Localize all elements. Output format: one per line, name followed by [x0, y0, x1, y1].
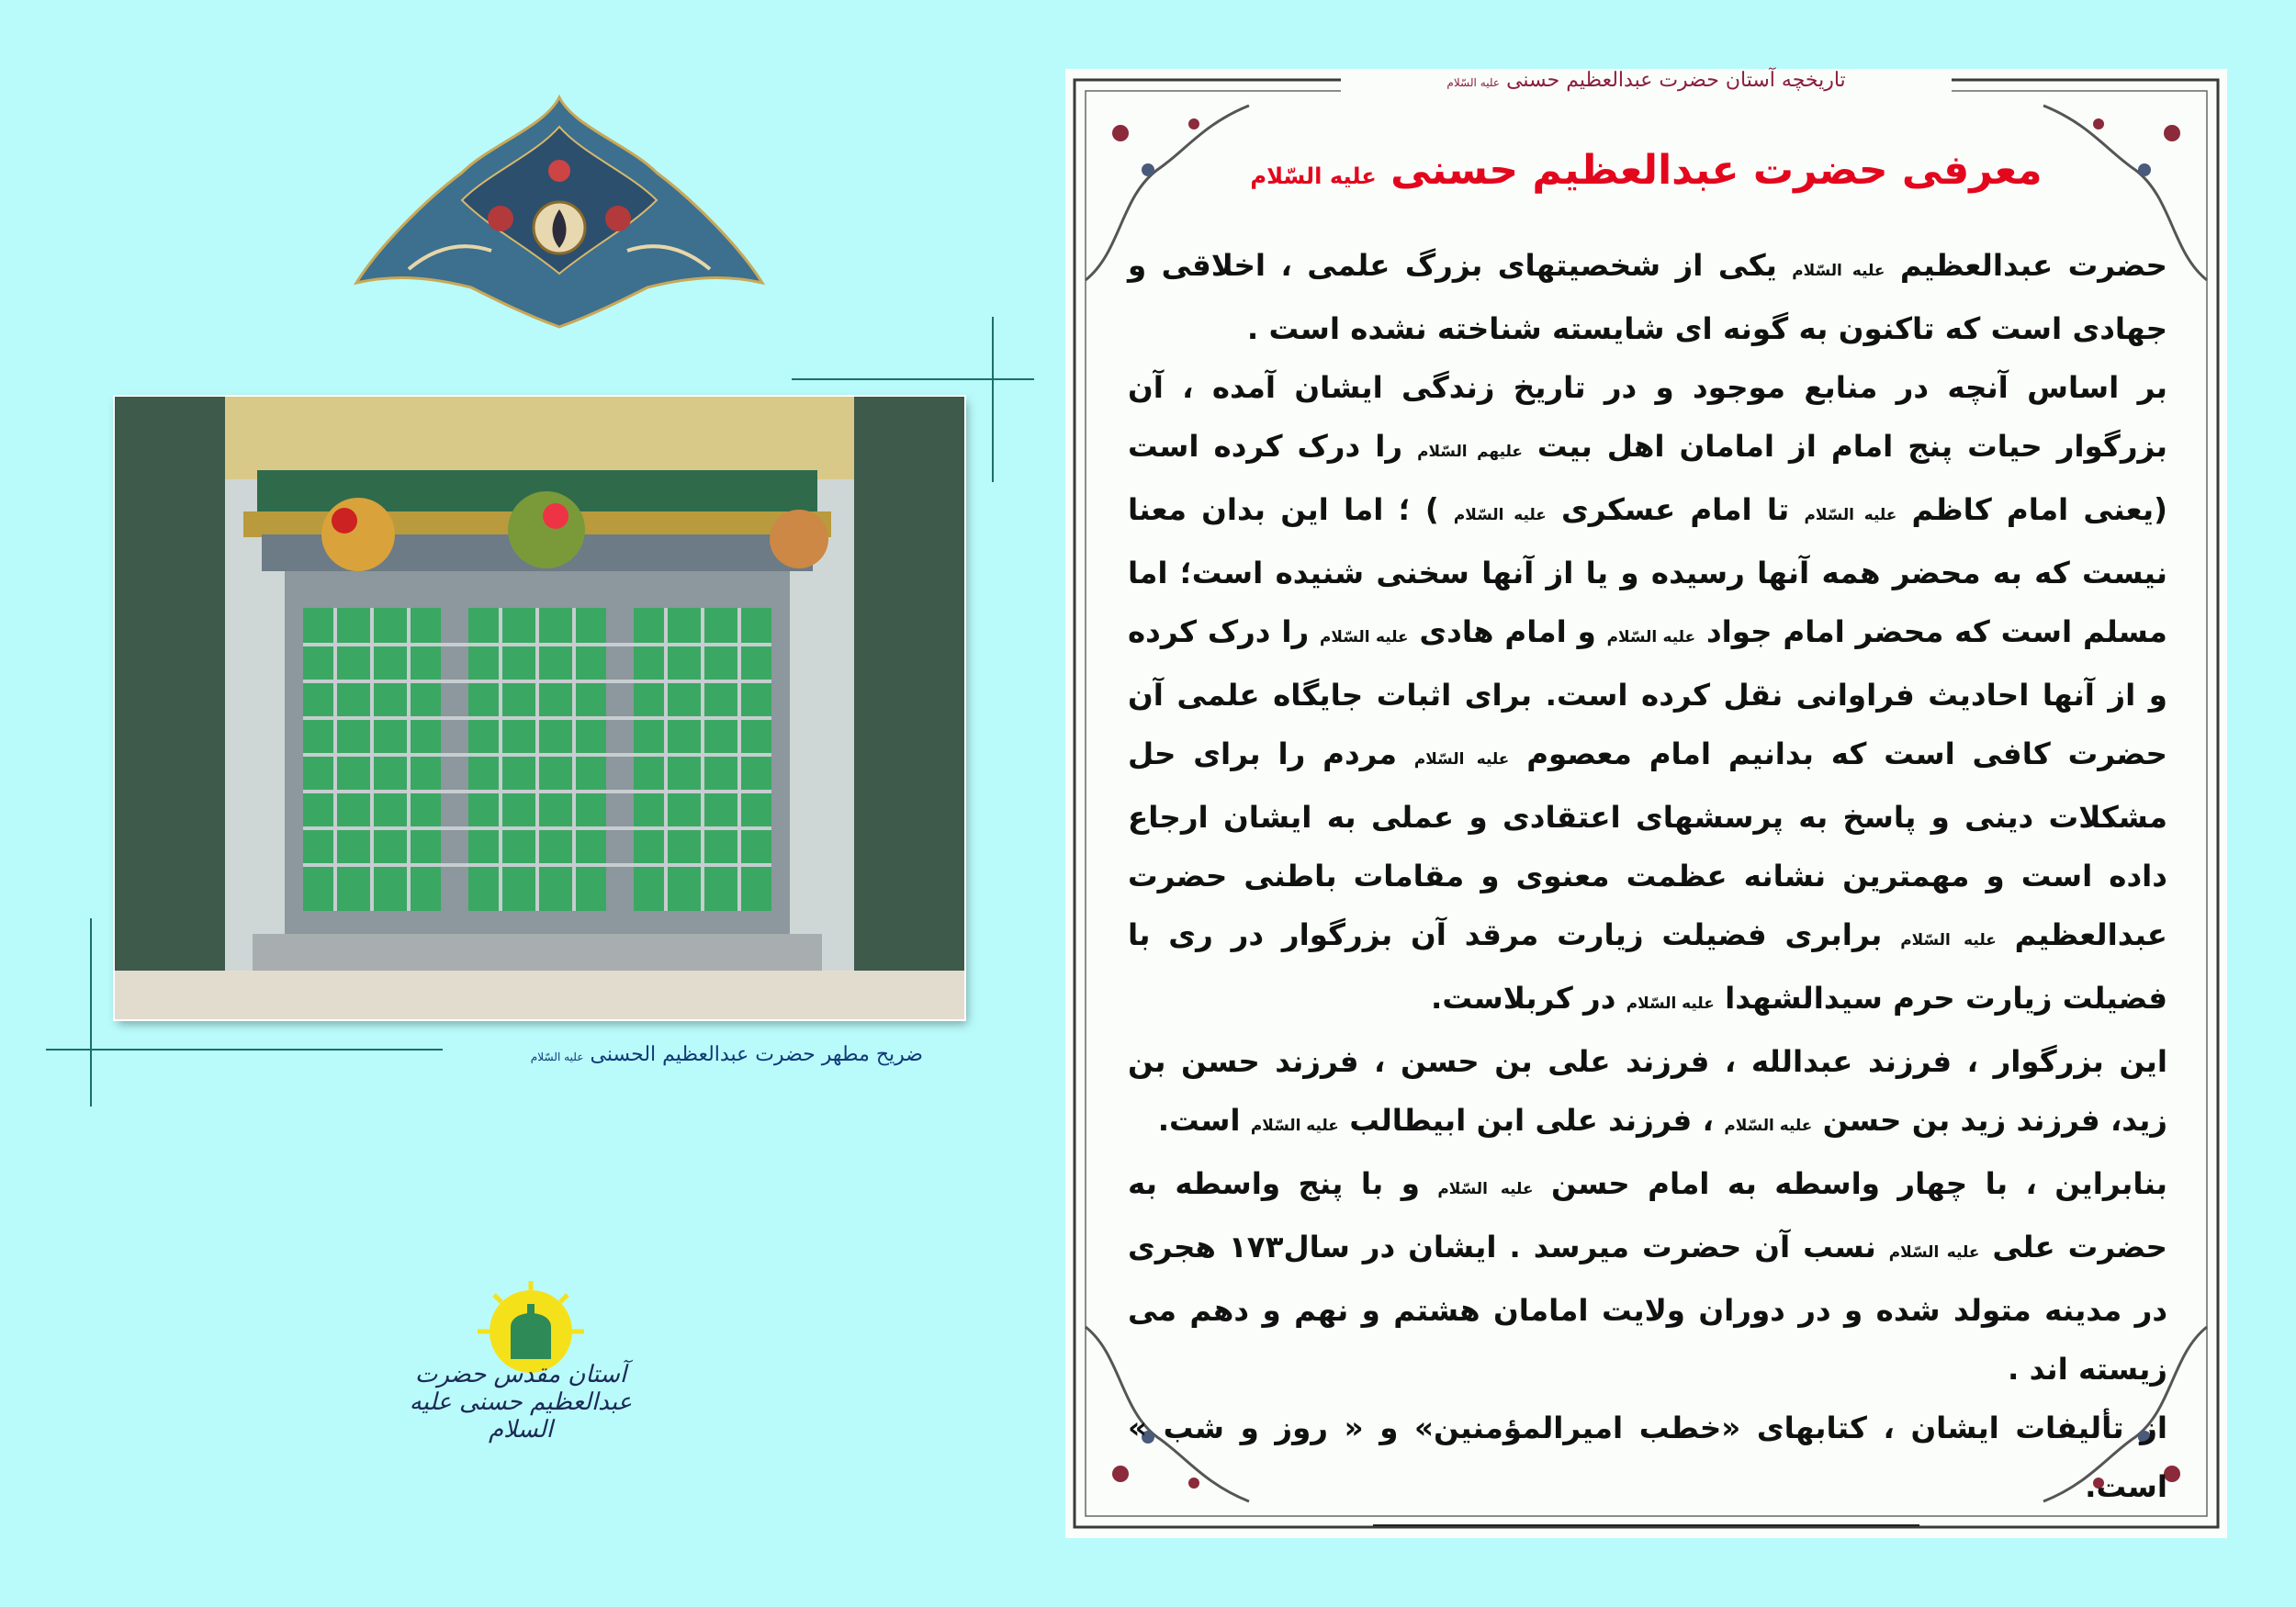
text-run: را درک کرده است (یعنی امام کاظم	[1128, 429, 2167, 527]
text-run: از تألیفات ایشان ، کتابهای «خطب امیرالمؤمنین» و « روز و شب » است.	[1128, 1410, 2167, 1504]
text-run: تا امام عسکری	[1560, 492, 1790, 527]
shrine-photo	[115, 397, 964, 1019]
article-panel	[1065, 69, 2227, 1538]
honorific: علیه السّلام	[1606, 627, 1696, 646]
running-head-text: تاریخچه آستان حضرت عبدالعظیم حسنی	[1506, 69, 1846, 92]
text-run: در کربلاست.	[1431, 981, 1616, 1016]
title-honorific: علیه السّلام	[1250, 163, 1377, 189]
honorific: علیه السّلام	[1792, 261, 1885, 279]
paragraph-works	[1128, 1399, 2167, 1516]
text-run: ) ؛ اما این بدان معنا نیست که به محضر همه آنها رسیده و یا از آنها سخنی شنیده است؛ اما مسلم است که محضر امام جواد	[1128, 492, 2167, 649]
honorific: علیه السّلام	[1724, 1116, 1813, 1134]
title-text: معرفی حضرت عبدالعظیم حسنی	[1390, 147, 2043, 194]
caption-text: ضریح مطهر حضرت عبدالعظیم الحسنی	[590, 1043, 923, 1066]
text-run: را درک کرده و از آنها احادیث فراوانی نقل کرده است. برای اثبات جایگاه علمی آن حضرت کافی است که بدانیم امام معصوم	[1128, 614, 2167, 771]
text-run: و امام هادی	[1419, 614, 1596, 649]
paragraph-history	[1128, 358, 2167, 1032]
arabesque-ornament	[354, 90, 765, 331]
decorative-rule	[90, 918, 92, 1107]
text-run: این بزرگوار ، فرزند عبدالله ، فرزند علی بن حسن ، فرزند حسن بن زید، فرزند زید بن حسن	[1128, 1044, 2167, 1138]
honorific: علیه السّلام	[1888, 1242, 1980, 1261]
article-body	[1128, 236, 2167, 1516]
honorific: علیه السّلام	[1804, 505, 1897, 523]
running-head-honorific: علیه السّلام	[1446, 76, 1501, 89]
text-run: بر اساس آنچه در منابع موجود و در تاریخ زندگی ایشان آمده ، آن بزرگوار حیات پنج امام از امامان اهل بیت	[1128, 370, 2167, 464]
text-run: حضرت عبدالعظیم	[1899, 248, 2167, 283]
decorative-rule	[46, 1049, 443, 1051]
text-run: و با پنج واسطه به حضرت علی	[1128, 1166, 2167, 1264]
honorific: علیه السّلام	[1320, 627, 1409, 646]
paragraph-intro	[1128, 236, 2167, 358]
honorific: علیه السّلام	[1413, 749, 1510, 768]
text-run: ، فرزند علی ابن ابیطالب	[1349, 1103, 1714, 1138]
paragraph-lineage	[1128, 1032, 2167, 1154]
honorific: علیه السّلام	[1437, 1179, 1534, 1197]
caption-honorific: علیه السّلام	[530, 1051, 584, 1063]
text-run: یکی از شخصیتهای بزرگ علمی ، اخلاقی و جهادی است که تاکنون به گونه ای شایسته شناخته نشده است .	[1128, 248, 2167, 346]
decorative-rule	[992, 317, 994, 482]
decorative-rule	[792, 378, 1034, 380]
honorific: علیه السّلام	[1250, 1116, 1339, 1134]
honorific: علیه السّلام	[1453, 505, 1547, 523]
text-run: برابری فضیلت زیارت مرقد آن بزرگوار در ری با فضیلت زیارت حرم سیدالشهدا	[1128, 917, 2167, 1016]
text-run: بنابراین ، با چهار واسطه به امام حسن	[1550, 1166, 2167, 1201]
text-run: است.	[1157, 1103, 1241, 1138]
text-run: نسب آن حضرت میرسد . ایشان در سال۱۷۳ هجری در مدینه متولد شده و در دوران ولایت امامان هشتم و نهم و دهم می زیسته اند .	[1128, 1230, 2167, 1387]
page-title	[1249, 147, 2043, 194]
honorific: علیه السّلام	[1626, 994, 1715, 1012]
honorific: علیه السّلام	[1900, 930, 1997, 949]
running-head	[1341, 69, 1952, 92]
logo-calligraphy: آستان مقدس حضرت عبدالعظیم حسنی علیه السلام	[409, 1361, 633, 1444]
paragraph-birth	[1128, 1154, 2167, 1399]
honorific: علیهم السّلام	[1417, 442, 1523, 460]
photo-caption	[514, 1043, 923, 1066]
text-run: مردم را برای حل مشکلات دینی و پاسخ به پرسشهای اعتقادی و عملی به ایشان ارجاع داده است و مهمترین نشانه عظمت معنوی و مقامات باطنی حضرت عبدالعظیم	[1128, 736, 2167, 952]
bottom-rule	[1373, 1524, 1919, 1526]
